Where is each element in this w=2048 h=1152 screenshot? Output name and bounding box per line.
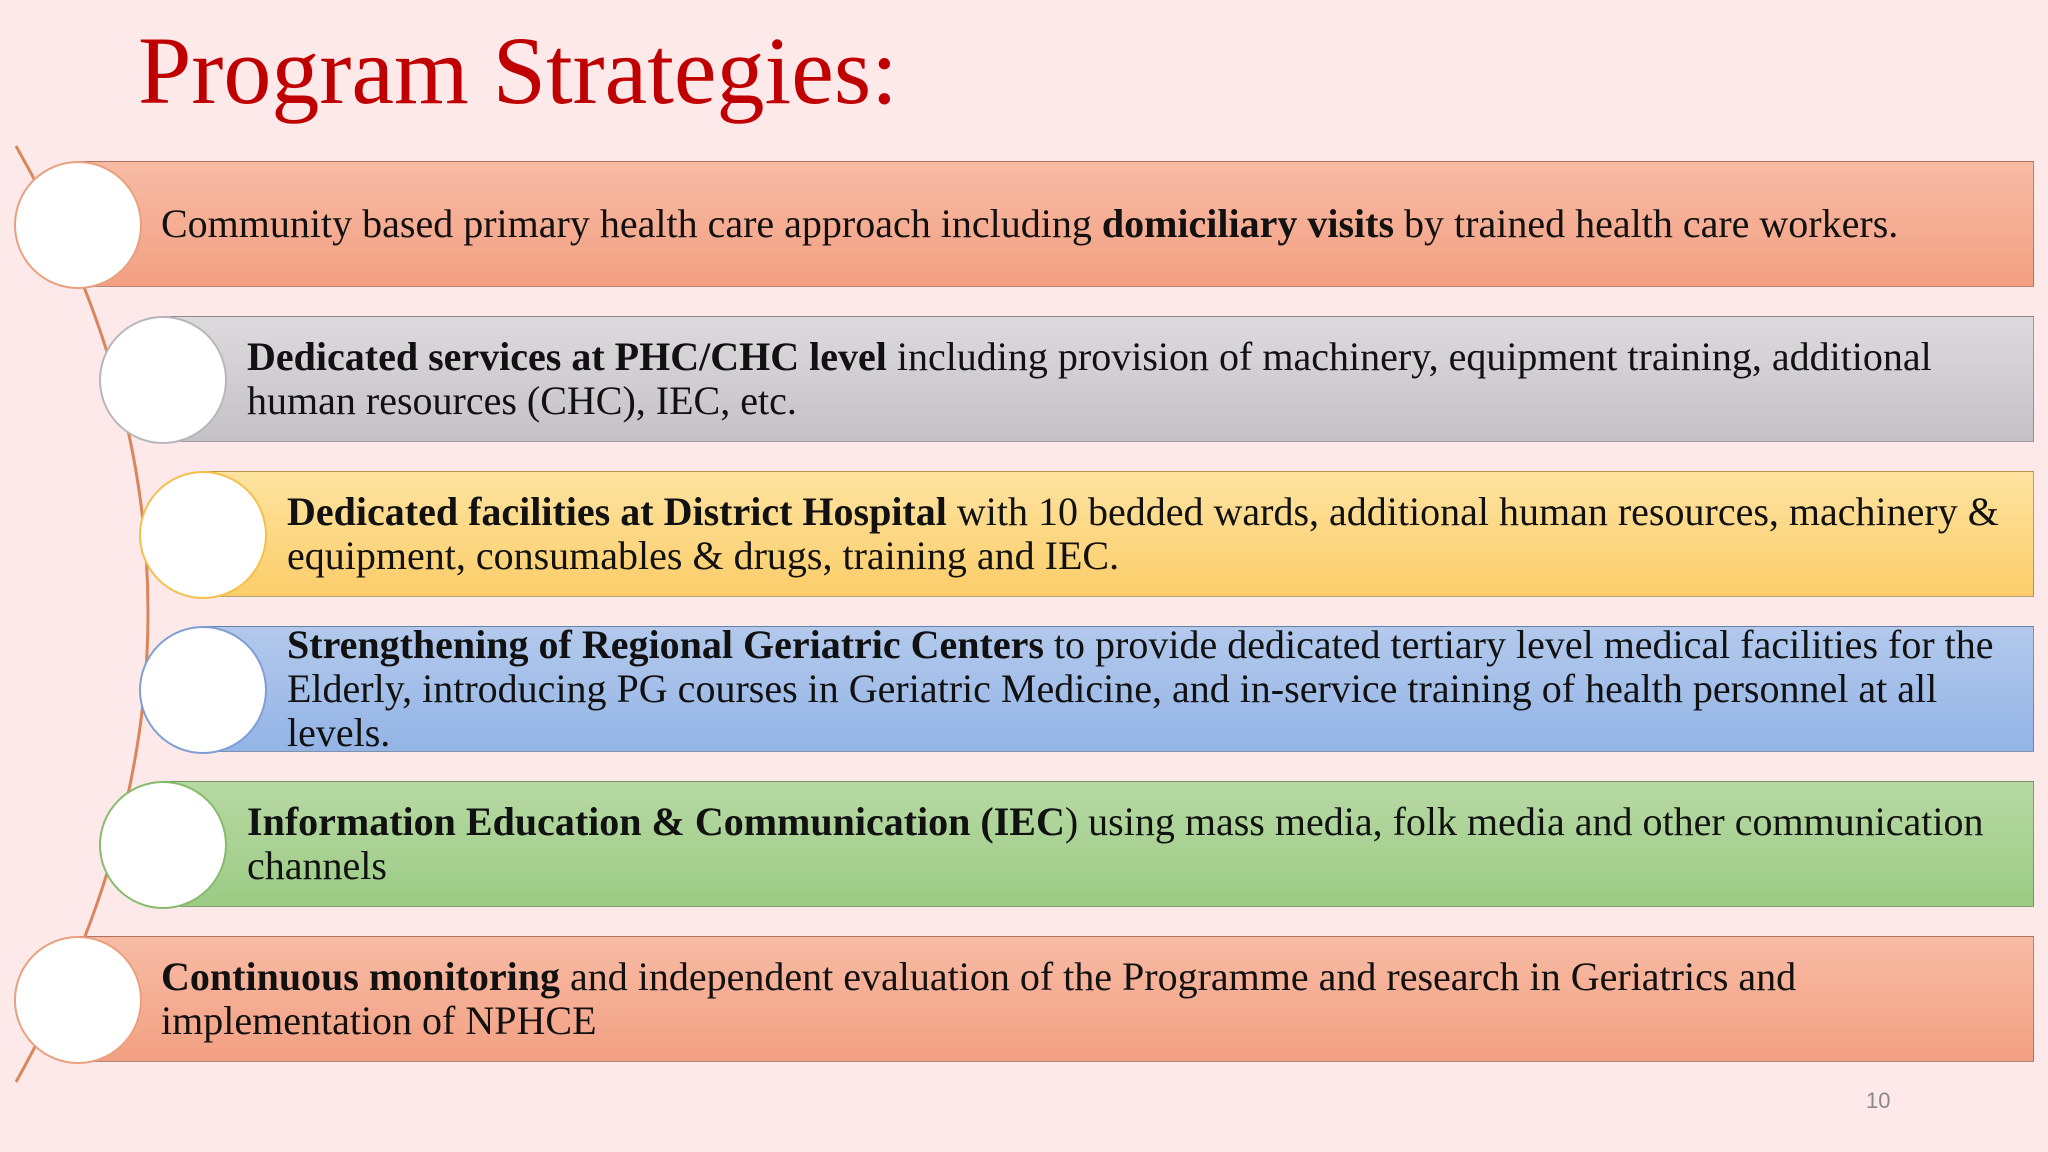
strategy-bar-5: [164, 781, 2034, 907]
strategy-row-1: [0, 161, 2048, 287]
strategy-bullet-circle-5: [99, 781, 227, 909]
strategy-text-2: Dedicated services at PHC/CHC level including provision of machinery, equipment training, additional human resources (CHC), IEC, etc.: [247, 334, 1932, 423]
strategy-text-6: Continuous monitoring and independent evaluation of the Programme and research in Geriatrics and implementation of NPHCE: [161, 954, 1797, 1043]
strategy-bar-2: [164, 316, 2034, 442]
strategy-bullet-circle-2: [99, 316, 227, 444]
strategy-bar-1: [80, 161, 2034, 287]
page-number: 10: [1866, 1088, 1891, 1113]
strategy-row-3: [0, 471, 2048, 597]
strategy-bullet-circle-4: [139, 626, 267, 754]
strategy-bullet-circle-1: [14, 161, 142, 289]
strategy-row-4: [0, 622, 2048, 755]
slide-title: Program Strategies:: [138, 17, 898, 124]
strategy-text-4: Strengthening of Regional Geriatric Centers to provide dedicated tertiary level medical facilities for the Elderly, introducing PG courses in Geriatric Medicine, and in-service training of health personnel at all levels.: [287, 622, 1994, 755]
strategy-text-5: Information Education & Communication (IEC) using mass media, folk media and other communication channels: [247, 799, 1984, 888]
strategy-row-5: [0, 781, 2048, 907]
strategy-bullet-circle-3: [139, 471, 267, 599]
strategy-bar-3: [204, 471, 2034, 597]
strategy-text-1: Community based primary health care approach including domiciliary visits by trained health care workers.: [161, 201, 1899, 246]
strategy-bar-4: [204, 622, 2034, 755]
strategy-bullet-circle-6: [14, 936, 142, 1064]
strategy-row-2: [0, 316, 2048, 442]
strategy-text-3: Dedicated facilities at District Hospital with 10 bedded wards, additional human resources, machinery & equipment, consumables & drugs, training and IEC.: [287, 489, 1999, 578]
strategy-bar-6: [80, 936, 2034, 1062]
strategy-row-6: [0, 936, 2048, 1062]
